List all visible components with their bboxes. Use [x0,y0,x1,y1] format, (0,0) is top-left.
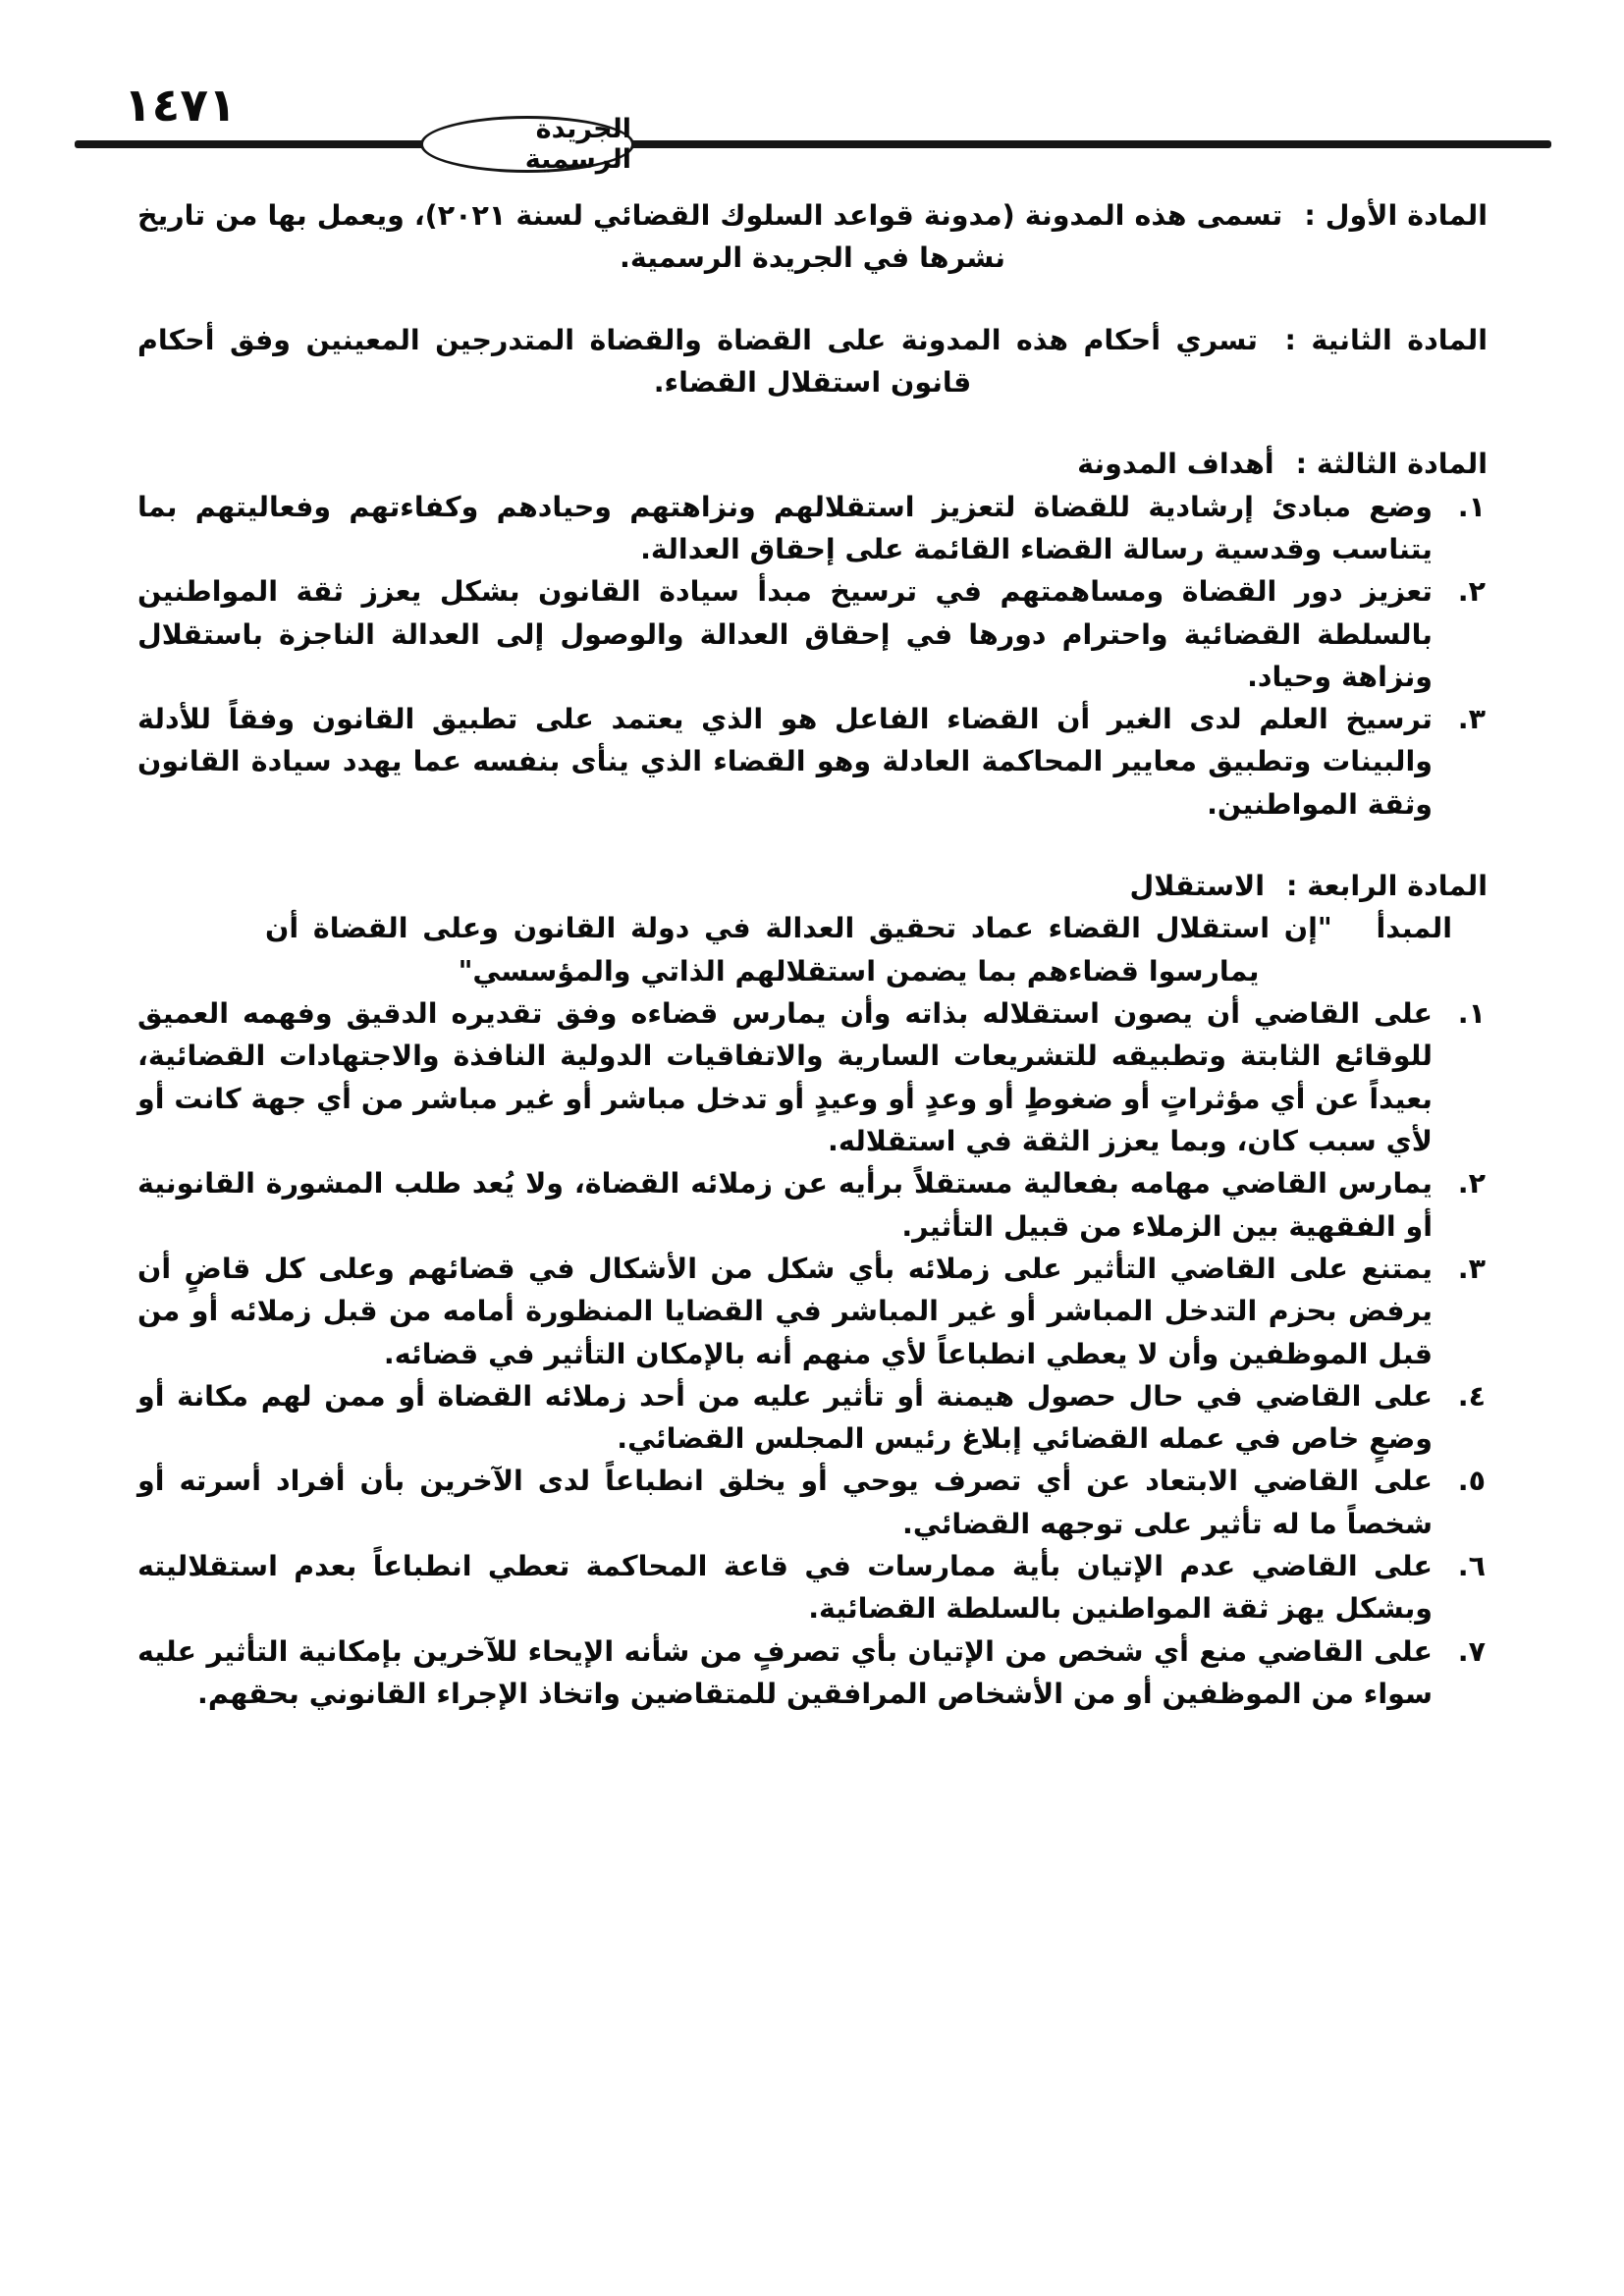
article-4-list [137,992,1488,1715]
item-text: على القاضي في حال حصول هيمنة أو تأثير عليه من أحد زملائه القضاة أو ممن لهم مكانة أو وضعٍ خاص في عمله القضائي إبلاغ رئيس المجلس القضائي. [137,1379,1433,1456]
article-3-item-1 [137,486,1488,571]
article-1-paragraph [137,194,1488,280]
article-3-item-3 [137,698,1488,826]
article-4-title: الاستقلال [1129,870,1266,903]
item-number: ٥. [1457,1465,1486,1498]
article-2-paragraph [137,319,1488,404]
article-3-label: المادة الثالثة : [1295,448,1488,481]
gazette-title-badge [420,116,634,173]
article-3-title: أهداف المدونة [1077,448,1274,481]
article-4-heading [137,865,1488,907]
item-number: ١. [1457,997,1486,1030]
item-text: يمتنع على القاضي التأثير على زملائه بأي شكل من الأشكال في قضائهم وعلى كل قاضٍ أن يرفض بحزم التدخل المباشر أو غير المباشر في القضايا المنظورة أمامه من قبل زملائه أو من قبل الموظفين وأن لا يعطي انطباعاً لأي منهم أنه بالإمكان التأثير في قضائه. [137,1252,1433,1370]
article-3-heading [137,443,1488,485]
item-number: ٣. [1457,1252,1486,1285]
item-text: وضع مبادئ إرشادية للقضاة لتعزيز استقلالهم ونزاهتهم وحيادهم وكفاءتهم وفعاليتهم بما يتناسب وقدسية رسالة القضاء القائمة على إحقاق العدالة. [137,490,1433,565]
article-4-principle [137,907,1488,992]
article-4-item-5 [137,1460,1488,1545]
article-1-label: المادة الأول : [1304,199,1489,232]
article-4-item-1 [137,992,1488,1162]
article-3-item-2 [137,570,1488,698]
item-text: تعزيز دور القضاة ومساهمتهم في ترسيخ مبدأ سيادة القانون بشكل يعزز ثقة المواطنين بالسلطة القضائية واحترام دورها في إحقاق العدالة والوصول إلى العدالة الناجزة باستقلال ونزاهة وحياد. [137,575,1433,693]
article-1-text: تسمى هذه المدونة (مدونة قواعد السلوك القضائي لسنة ٢٠٢١)، ويعمل بها من تاريخ نشرها في الجريدة الرسمية. [137,199,1283,275]
item-text: على القاضي الابتعاد عن أي تصرف يوحي أو يخلق انطباعاً لدى الآخرين بأن أفراد أسرته أو شخصاً ما له تأثير على توجهه القضائي. [137,1465,1433,1540]
header-divider-rule [75,140,1551,148]
item-text: على القاضي عدم الإتيان بأية ممارسات في قاعة المحاكمة تعطي انطباعاً بعدم استقلاليته وبشكل يهز ثقة المواطنين بالسلطة القضائية. [137,1550,1433,1626]
article-3-list [137,486,1488,827]
document-body [137,194,1488,1715]
item-number: ٢. [1457,575,1486,609]
page-number: ١٤٧١ [124,79,237,133]
gazette-title: الجريدة الرسمية [524,114,631,175]
article-4-item-4 [137,1375,1488,1461]
article-4-item-2 [137,1162,1488,1248]
article-2-text: تسري أحكام هذه المدونة على القضاة والقضاة المتدرجين المعينين وفق أحكام قانون استقلال القضاء. [137,323,1258,399]
article-4-label: المادة الرابعة : [1285,870,1488,903]
item-text: على القاضي أن يصون استقلاله بذاته وأن يمارس قضاءه وفق تقديره الدقيق وفهمه العميق للوقائع الثابتة وتطبيقه للتشريعات السارية والاتفاقيات الدولية النافذة والاجتهادات القضائية، بعيداً عن أي مؤثراتٍ أو ضغوطٍ أو وعدٍ أو وعيدٍ أو تدخل مباشر أو غير مباشر من أي جهة كانت أو لأي سبب كان، وبما يعزز الثقة في استقلاله. [137,997,1433,1157]
article-4-item-7 [137,1630,1488,1716]
item-text: ترسيخ العلم لدى الغير أن القضاء الفاعل هو الذي يعتمد على تطبيق القانون وفقاً للأدلة والبينات وتطبيق معايير المحاكمة العادلة وهو القضاء الذي ينأى بنفسه عما يهدد سيادة القانون وثقة المواطنين. [137,703,1433,821]
article-4-item-6 [137,1545,1488,1630]
principle-text: "إن استقلال القضاء عماد تحقيق العدالة في دولة القانون وعلى القضاة أن يمارسوا قضاءهم بما يضمن استقلالهم الذاتي والمؤسسي" [265,912,1332,988]
item-number: ٦. [1457,1550,1486,1583]
item-number: ٣. [1457,703,1486,736]
principle-label: المبدأ [1376,912,1452,945]
item-number: ١. [1457,490,1486,523]
item-text: على القاضي منع أي شخص من الإتيان بأي تصرفٍ من شأنه الإيحاء للآخرين بإمكانية التأثير عليه سواء من الموظفين أو من الأشخاص المرافقين للمتقاضين واتخاذ الإجراء القانوني بحقهم. [137,1634,1433,1710]
article-2-label: المادة الثانية : [1284,323,1488,356]
item-number: ٧. [1457,1634,1486,1668]
item-number: ٢. [1457,1167,1486,1201]
article-4-item-3 [137,1248,1488,1375]
item-text: يمارس القاضي مهامه بفعالية مستقلاً برأيه عن زملائه القضاة، ولا يُعد طلب المشورة القانونية أو الفقهية بين الزملاء من قبيل التأثير. [137,1167,1433,1243]
item-number: ٤. [1457,1379,1486,1413]
